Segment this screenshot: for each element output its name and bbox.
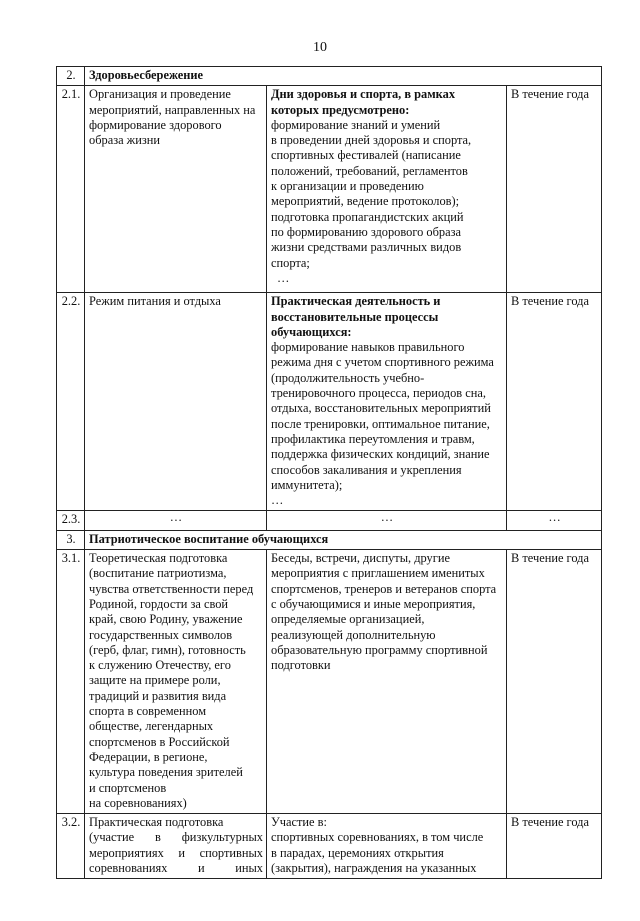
content-heading-line: Практическая деятельность и	[271, 294, 441, 309]
text-line: мероприятий, ведение протоколов);	[271, 194, 460, 209]
text-line: спортивных соревнованиях, в том числе	[271, 830, 484, 845]
text-line: спорта;	[271, 255, 310, 270]
text-line: мероприятиях и спортивных	[89, 845, 263, 860]
direction-cell: …	[85, 511, 267, 530]
text-line: Организация и проведение	[89, 87, 231, 102]
text-line: подготовки	[271, 658, 331, 673]
table-row	[57, 86, 602, 293]
text-line: мероприятий, направленных на	[89, 102, 256, 117]
text-line: мероприятия с приглашением именитых	[271, 566, 485, 581]
content-heading-line: Дни здоровья и спорта, в рамках	[271, 87, 456, 102]
text-line: поддержка физических кондиций, знание	[271, 447, 490, 462]
text-line: способов закаливания и укрепления	[271, 462, 462, 477]
deadline-cell: В течение года	[507, 814, 602, 879]
ellipsis: …	[277, 270, 290, 285]
text-line: определяемые организацией,	[271, 612, 425, 627]
row-number: 2.1.	[57, 86, 85, 293]
table-row	[57, 511, 602, 530]
direction-cell	[85, 86, 267, 293]
text-line: положений, требований, регламентов	[271, 163, 468, 178]
section-number: 3.	[57, 530, 85, 549]
text-line: (продолжительность учебно-	[271, 370, 425, 385]
text-line: по формированию здорового образа	[271, 224, 461, 239]
text-line: чувства ответственности перед	[89, 581, 254, 596]
deadline-cell: В течение года	[507, 293, 602, 511]
section-number: 2.	[57, 67, 85, 86]
direction-cell	[85, 550, 267, 814]
text-line: традиций и развития вида	[89, 688, 227, 703]
deadline-cell: …	[507, 511, 602, 530]
ellipsis: …	[271, 493, 284, 508]
text-line: (воспитание патриотизма,	[89, 566, 227, 581]
text-line: спортсменов, тренеров и ветеранов спорта	[271, 581, 497, 596]
text-line: Родиной, гордости за свой	[89, 596, 229, 611]
text-line: в парадах, церемониях открытия	[271, 845, 444, 860]
text-line: образа жизни	[89, 133, 161, 148]
deadline-cell: В течение года	[507, 86, 602, 293]
text-line: Беседы, встречи, диспуты, другие	[271, 551, 450, 566]
table-row	[57, 293, 602, 511]
section-title: Здоровьесбережение	[85, 67, 602, 86]
section-header-row	[57, 530, 602, 549]
text-line: защите на примере роли,	[89, 673, 221, 688]
row-number: 3.1.	[57, 550, 85, 814]
row-number: 2.2.	[57, 293, 85, 511]
content-cell	[267, 86, 507, 293]
text-line: реализующей дополнительную	[271, 627, 436, 642]
section-title: Патриотическое воспитание обучающихся	[85, 530, 602, 549]
content-heading-line: обучающихся:	[271, 324, 352, 339]
text-line: формирование здорового	[89, 117, 222, 132]
table-row	[57, 550, 602, 814]
text-line: к служению Отечеству, его	[89, 658, 231, 673]
text-line: (герб, флаг, гимн), готовность	[89, 642, 246, 657]
content-cell: …	[267, 511, 507, 530]
text-line: режима дня с учетом спортивного режима	[271, 355, 494, 370]
content-cell	[267, 814, 507, 879]
direction-cell	[85, 293, 267, 511]
content-cell	[267, 293, 507, 511]
text-line: соревнованиях и иных	[89, 860, 263, 875]
section-header-row	[57, 67, 602, 86]
text-line: на соревнованиях)	[89, 795, 187, 810]
text-line: Теоретическая подготовка	[89, 551, 228, 566]
text-line: Режим питания и отдыха	[89, 294, 221, 309]
text-line: жизни средствами различных видов	[271, 240, 462, 255]
text-line: в проведении дней здоровья и спорта,	[271, 133, 472, 148]
text-line: Федерации, в регионе,	[89, 749, 208, 764]
row-number: 3.2.	[57, 814, 85, 879]
text-line: культура поведения зрителей	[89, 765, 243, 780]
direction-cell	[85, 814, 267, 879]
text-line: спортивных фестивалей (написание	[271, 148, 461, 163]
content-heading-line: которых предусмотрено:	[271, 102, 410, 117]
text-line: спортсменов в Российской	[89, 734, 230, 749]
text-line: и спортсменов	[89, 780, 167, 795]
text-line: профилактика переутомления и травм,	[271, 431, 475, 446]
text-line: отдыха, восстановительных мероприятий	[271, 401, 491, 416]
text-line: образовательную программу спортивной	[271, 642, 488, 657]
text-line: подготовка пропагандистских акций	[271, 209, 464, 224]
page-number: 10	[313, 40, 327, 55]
text-line: с обучающимися и иные мероприятия,	[271, 596, 476, 611]
content-cell	[267, 550, 507, 814]
text-line: иммунитета);	[271, 477, 343, 492]
text-line: край, свою Родину, уважение	[89, 612, 243, 627]
text-line: (участие в физкультурных	[89, 830, 263, 845]
text-line: государственных символов	[89, 627, 233, 642]
plan-table	[56, 66, 602, 879]
table-row	[57, 814, 602, 879]
deadline-cell: В течение года	[507, 550, 602, 814]
text-line: формирование навыков правильного	[271, 340, 465, 355]
text-line: после тренировки, оптимальное питание,	[271, 416, 490, 431]
content-heading-line: восстановительные процессы	[271, 309, 439, 324]
text-line: спорта в современном	[89, 704, 207, 719]
row-number: 2.3.	[57, 511, 85, 530]
text-line: обществе, легендарных	[89, 719, 214, 734]
text-line: тренировочного процесса, периодов сна,	[271, 386, 486, 401]
text-line: (закрытия), награждения на указанных	[271, 860, 477, 875]
text-line: Практическая подготовка	[89, 815, 224, 830]
text-line: к организации и проведению	[271, 179, 424, 194]
text-line: формирование знаний и умений	[271, 117, 441, 132]
text-line: Участие в:	[271, 815, 327, 830]
